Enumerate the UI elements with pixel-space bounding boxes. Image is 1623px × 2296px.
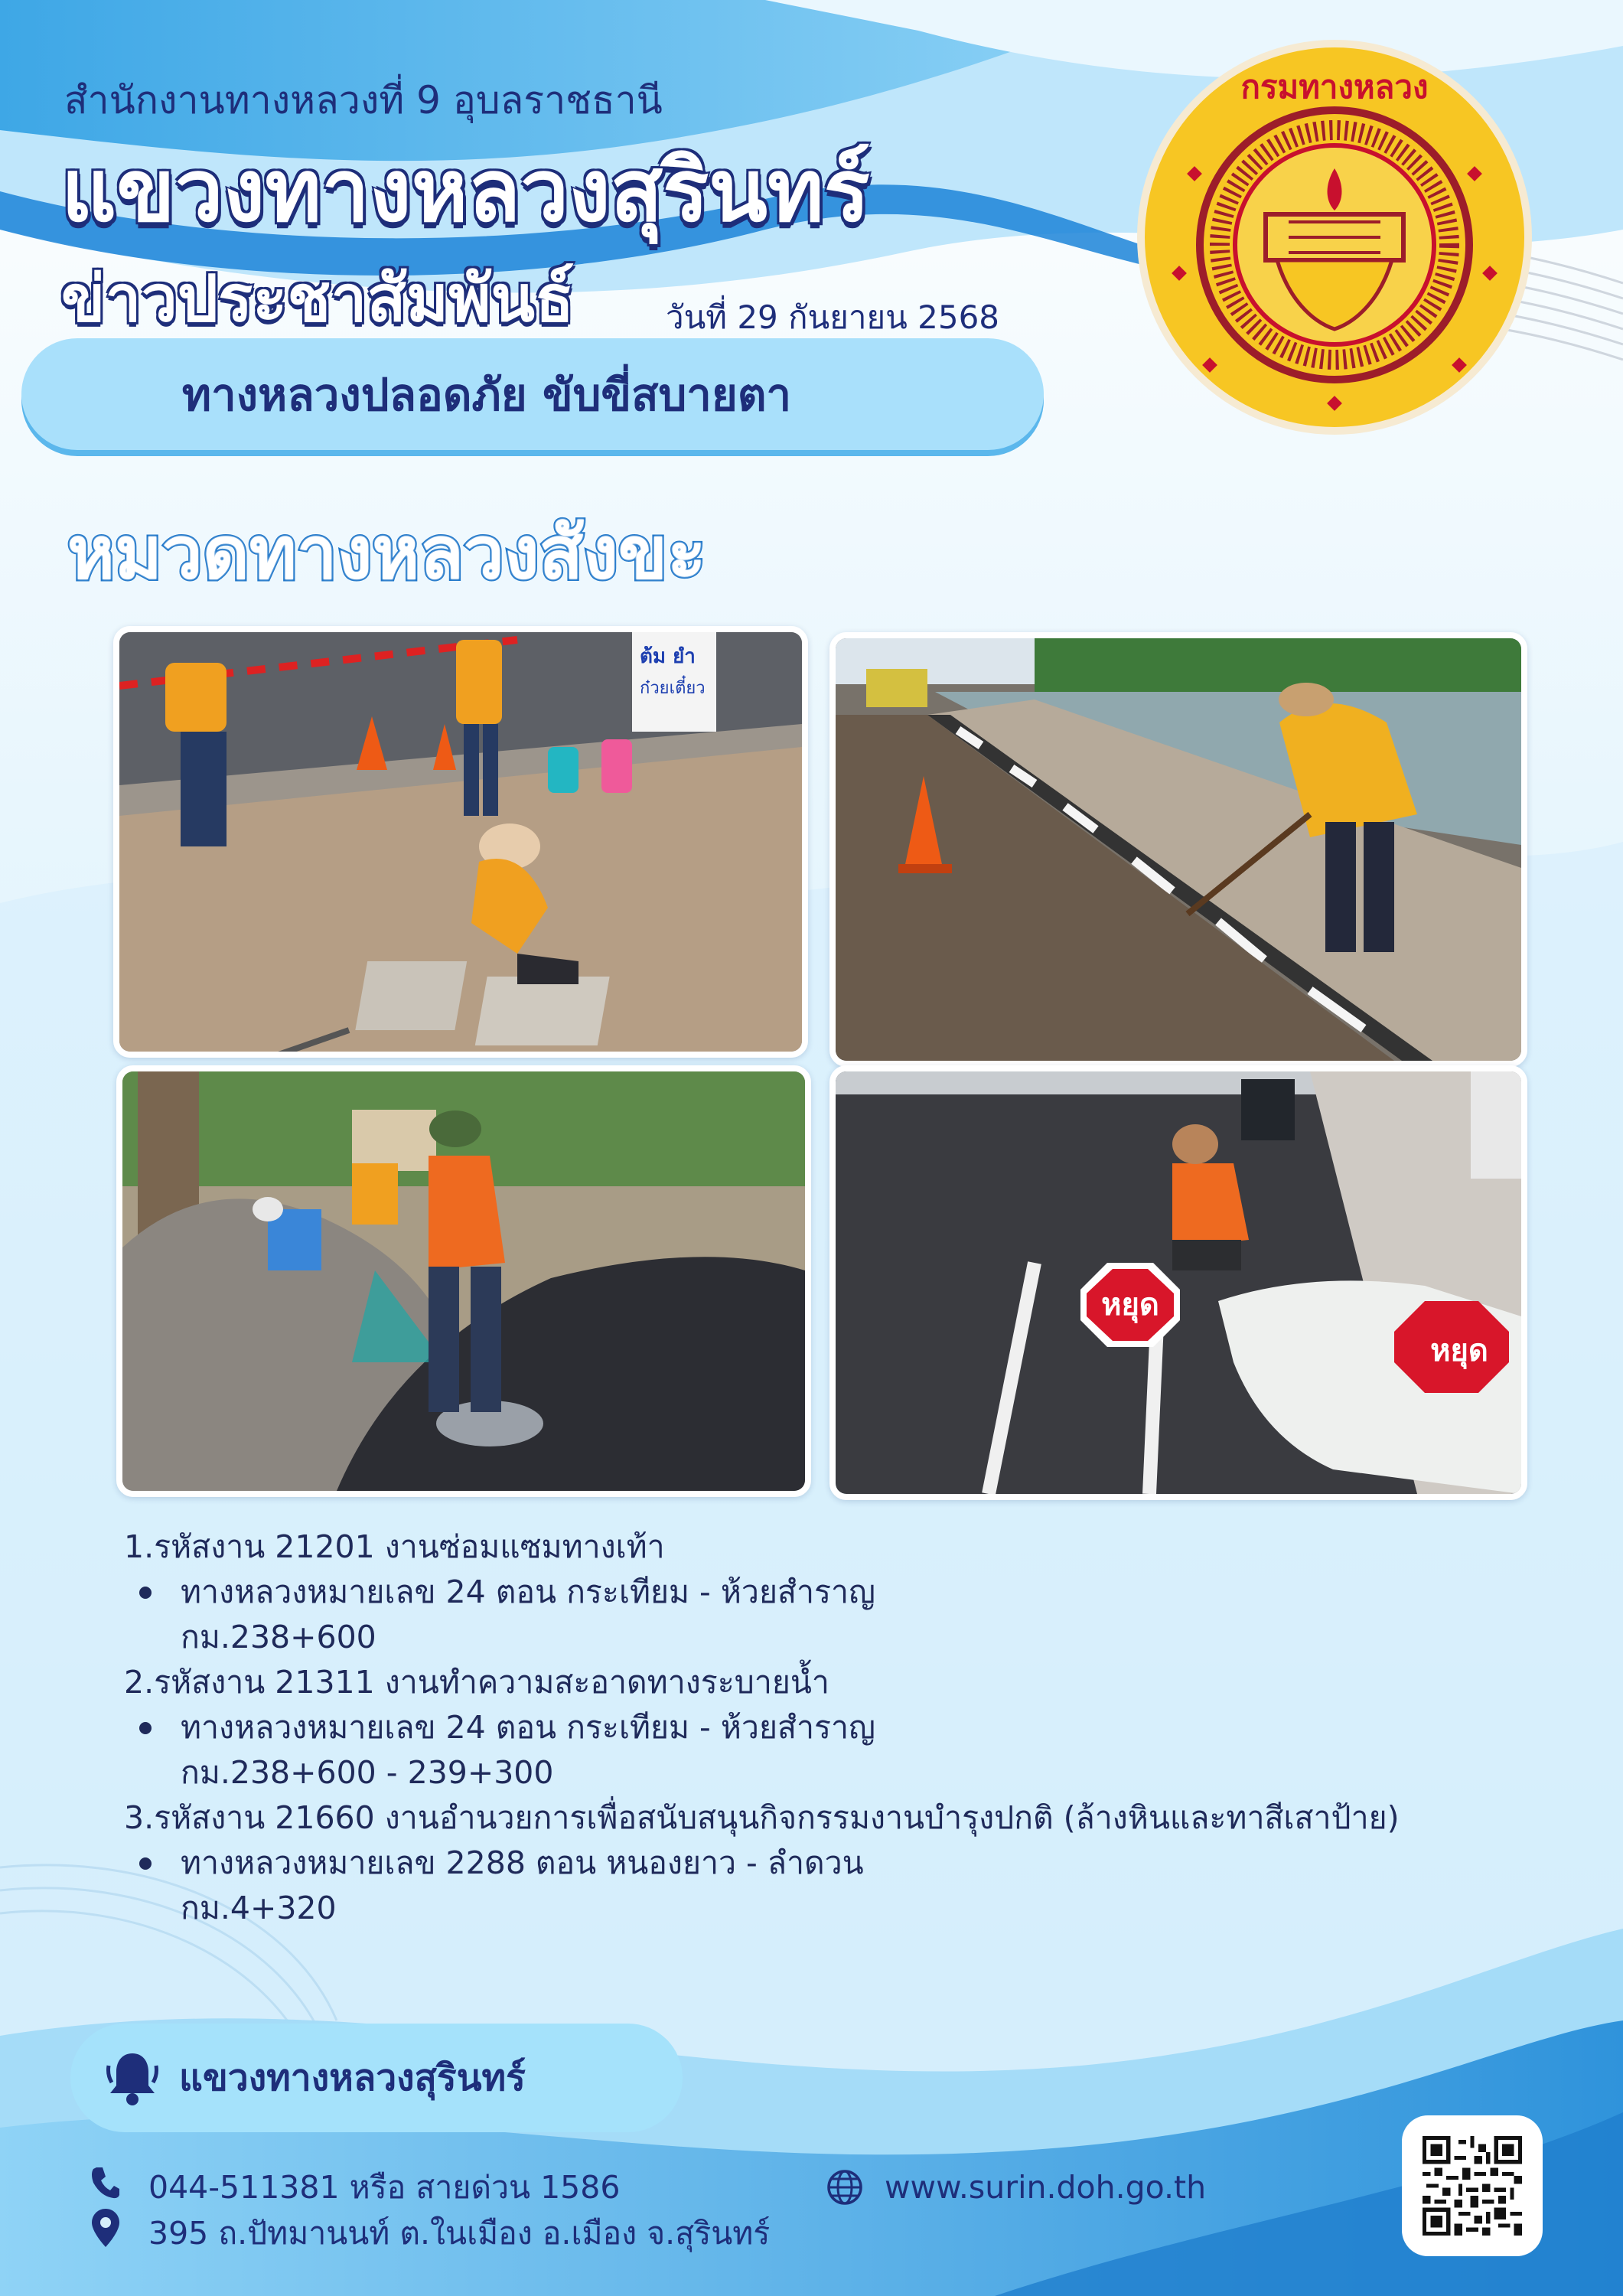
publish-date: วันที่ 29 กันยายน 2568 bbox=[666, 298, 1000, 336]
footer-name-banner bbox=[70, 2024, 683, 2132]
task-km: กม.4+320 bbox=[181, 1890, 337, 1926]
bell-icon bbox=[106, 2049, 159, 2107]
location-pin-icon bbox=[92, 2209, 119, 2247]
stop-sign-text: หยุด bbox=[1101, 1287, 1159, 1322]
task-list bbox=[124, 1525, 1501, 1931]
qr-code[interactable] bbox=[1402, 2115, 1543, 2256]
section-title: ข่าวประชาสัมพันธ์ bbox=[61, 261, 575, 336]
task-title: 1.รหัสงาน 21201 งานซ่อมแซมทางเท้า bbox=[124, 1528, 665, 1565]
task-route bbox=[124, 1841, 1501, 1931]
task-km: กม.238+600 - 239+300 bbox=[181, 1754, 554, 1791]
task-route-text: ทางหลวงหมายเลข 24 ตอน กระเทียม - ห้วยสำราญ bbox=[181, 1574, 875, 1610]
department-logo bbox=[1136, 38, 1533, 436]
address: 395 ถ.ปัทมานนท์ ต.ในเมือง อ.เมือง จ.สุรินทร์ bbox=[148, 2215, 771, 2252]
office-name: สำนักงานทางหลวงที่ 9 อุบลราชธานี bbox=[64, 78, 663, 122]
slogan-banner bbox=[21, 338, 1044, 450]
phone-number: 044-511381 หรือ สายด่วน 1586 bbox=[148, 2169, 621, 2206]
task-route bbox=[124, 1570, 1501, 1660]
globe-icon bbox=[826, 2169, 863, 2206]
photo-gravel-work bbox=[116, 1065, 811, 1497]
unit-title: หมวดทางหลวงสังขะ bbox=[67, 512, 706, 595]
phone-icon bbox=[90, 2166, 121, 2200]
logo-text: กรมทางหลวง bbox=[1240, 68, 1429, 106]
task-title: 2.รหัสงาน 21311 งานทำความสะอาดทางระบายน้ำ bbox=[124, 1664, 829, 1701]
website-link[interactable]: www.surin.doh.go.th bbox=[885, 2169, 1207, 2206]
slogan-text: ทางหลวงปลอดภัย ขับขี่สบายตา bbox=[181, 368, 792, 421]
svg-text:ต้ม ยำ: ต้ม ยำ bbox=[640, 645, 696, 668]
task-route-text: ทางหลวงหมายเลข 2288 ตอน หนองยาว - ลำดวน bbox=[181, 1844, 864, 1881]
stop-sign-text-2: หยุด bbox=[1430, 1333, 1488, 1368]
footer-name: แขวงทางหลวงสุรินทร์ bbox=[179, 2056, 526, 2099]
photo-drain-cleaning bbox=[829, 632, 1527, 1067]
photo-sign-painting bbox=[829, 1065, 1527, 1500]
task-route bbox=[124, 1705, 1501, 1795]
svg-text:ก๋วยเตี๋ยว: ก๋วยเตี๋ยว bbox=[640, 679, 706, 698]
task-title: 3.รหัสงาน 21660 งานอำนวยการเพื่อสนับสนุนกิจกรรมงานบำรุงปกติ (ล้างหินและทาสีเสาป้าย) bbox=[124, 1799, 1400, 1836]
photo-sidewalk-repair bbox=[113, 626, 808, 1058]
district-title: แขวงทางหลวงสุรินทร์ bbox=[61, 142, 870, 241]
task-route-text: ทางหลวงหมายเลข 24 ตอน กระเทียม - ห้วยสำราญ bbox=[181, 1709, 875, 1746]
task-km: กม.238+600 bbox=[181, 1619, 376, 1655]
